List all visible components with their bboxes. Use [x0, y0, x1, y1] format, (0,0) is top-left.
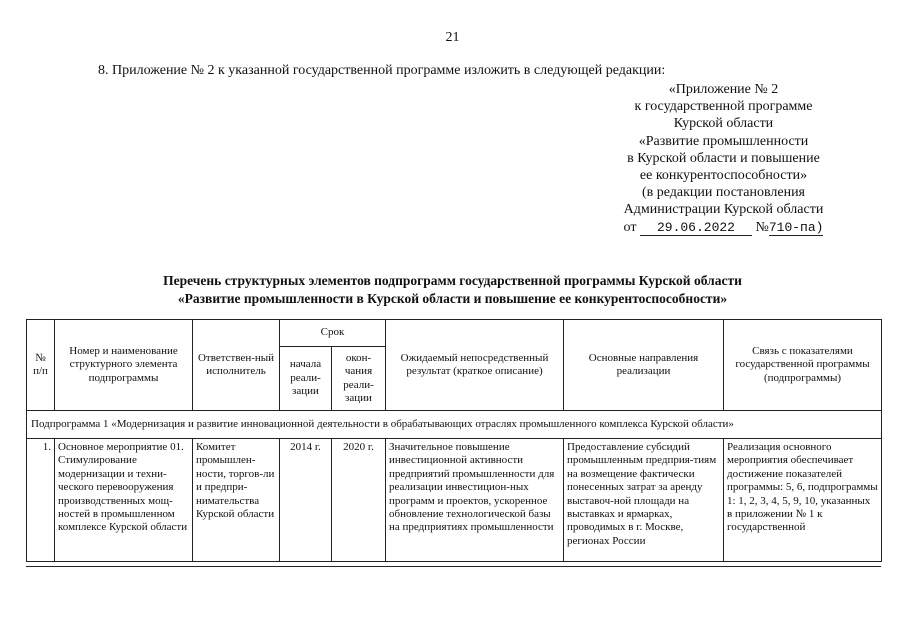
- heading-line-1: Перечень структурных элементов подпрограмм государственной программы Курской области: [163, 273, 742, 288]
- row-executor: Комитет промышлен-ности, торгов-ли и предпри-нимательства Курской области: [193, 439, 280, 562]
- document-heading: [0, 272, 905, 308]
- header-name: Номер и наименование структурного элемента подпрограммы: [55, 320, 193, 411]
- header-start: начала реали-зации: [280, 347, 332, 411]
- header-end: окон-чания реали-зации: [332, 347, 386, 411]
- appendix-line: к государственной программе: [634, 99, 813, 115]
- decree-date: 29.06.2022: [640, 221, 752, 236]
- subprogram-title: Подпрограмма 1 «Модернизация и развитие инновационной деятельности в обрабатывающих отраслях промышленного комплекса Курской области»: [27, 411, 882, 439]
- header-directions: Основные направления реализации: [564, 320, 724, 411]
- heading-line-2: «Развитие промышленности в Курской области и повышение ее конкурентоспособности»: [177, 291, 728, 306]
- row-result: Значительное повышение инвестиционной активности предприятий промышленности для реализации инвестицион-ных программ и проектов, ускоренное обновление технологической базы на предприятиях промышленности: [386, 439, 564, 562]
- appendix-line: (в редакции постановления: [641, 185, 806, 201]
- row-start: 2014 г.: [280, 439, 332, 562]
- appendix-line: ее конкурентоспособности»: [639, 168, 808, 184]
- header-term: Срок: [280, 320, 386, 347]
- row-num: 1.: [27, 439, 55, 562]
- appendix-line: Администрации Курской области: [623, 202, 824, 218]
- table-row: [27, 439, 882, 562]
- row-name: Основное мероприятие 01. Стимулирование модернизации и техни-ческого перевооружения производственных мощ-ностей в промышленном комплексе Курской области: [55, 439, 193, 562]
- intro-paragraph: 8. Приложение № 2 к указанной государственной программе изложить в следующей редакции:: [98, 63, 666, 78]
- table-bottom-border: [26, 566, 881, 567]
- appendix-line: «Развитие промышленности: [638, 133, 809, 149]
- decree-number: 710-па): [768, 219, 824, 235]
- appendix-line: Курской области: [673, 116, 774, 132]
- row-link: Реализация основного мероприятия обеспечивает достижение показателей программы: 5, 6, подпрограммы 1: 1, 2, 3, 4, 5, 9, 10, указанных в приложении № 1 к государственной: [724, 439, 882, 562]
- appendix-date-line: [596, 219, 851, 236]
- header-num: № п/п: [27, 320, 55, 411]
- header-link: Связь с показателями государственной программы (подпрограммы): [724, 320, 882, 411]
- row-directions: Предоставление субсидий промышленным предприя-тиям на возмещение фактически понесенных затрат за аренду выставоч-ной площади на выставках и ярмарках, проводимых в г. Москве, регионах России: [564, 439, 724, 562]
- row-end: 2020 г.: [332, 439, 386, 562]
- page-number: 21: [445, 30, 460, 45]
- header-result: Ожидаемый непосредственный результат (краткое описание): [386, 320, 564, 411]
- number-prefix: №: [755, 219, 769, 235]
- header-executor: Ответствен-ный исполнитель: [193, 320, 280, 411]
- structural-elements-table: [26, 319, 882, 562]
- date-prefix: от: [623, 219, 637, 235]
- appendix-line: «Приложение № 2: [668, 82, 779, 97]
- appendix-line: в Курской области и повышение: [627, 150, 820, 166]
- appendix-header: [596, 81, 851, 236]
